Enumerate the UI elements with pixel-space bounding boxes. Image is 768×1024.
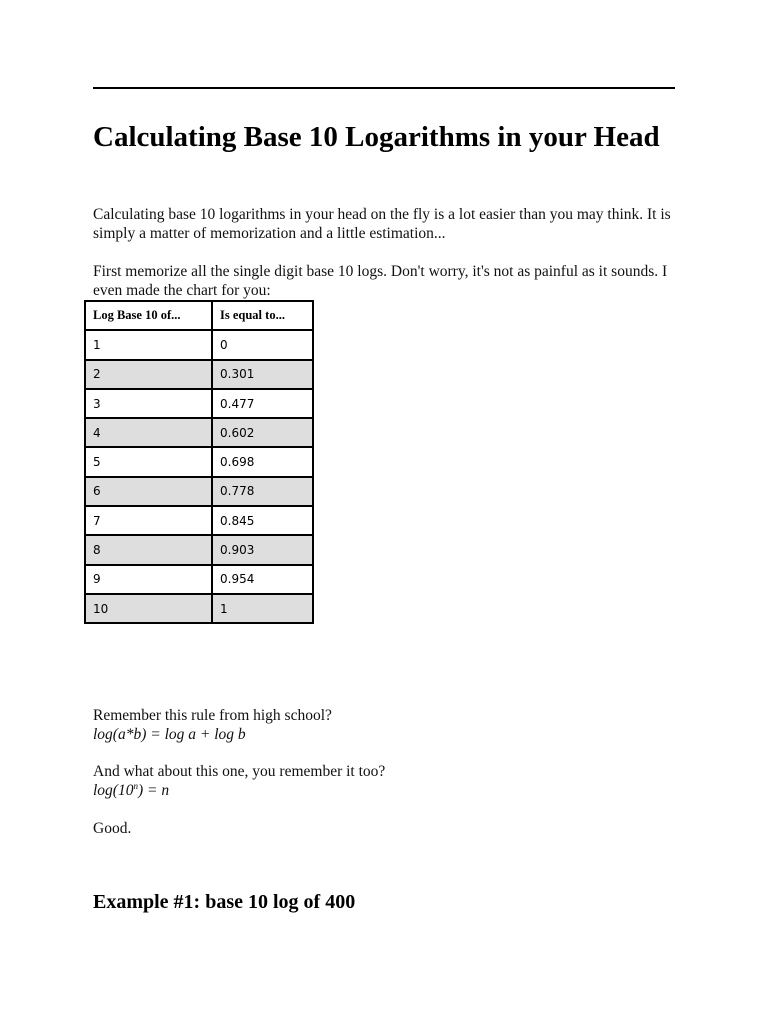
good-text: Good. <box>93 820 132 837</box>
table-cell-log: 0.301 <box>212 360 313 389</box>
rule1-formula: log(a*b) = log a + log b <box>93 726 246 743</box>
table-cell-number: 2 <box>85 360 212 389</box>
table-cell-log: 0.903 <box>212 535 313 564</box>
table-cell-log: 0.602 <box>212 418 313 447</box>
table-row <box>85 506 313 535</box>
table-cell-number: 1 <box>85 330 212 359</box>
horizontal-rule <box>93 87 675 89</box>
rule2-formula-prefix: log(10 <box>93 782 134 799</box>
table-cell-log: 0.477 <box>212 389 313 418</box>
rule2-formula <box>93 781 169 800</box>
intro-paragraph: Calculating base 10 logarithms in your head on the fly is a lot easier than you may think. It is simply a matter of memorization and a little estimation... <box>93 206 671 242</box>
table-cell-log: 0.954 <box>212 565 313 594</box>
table-row <box>85 330 313 359</box>
table-cell-number: 5 <box>85 447 212 476</box>
column-header-log-base: Log Base 10 of... <box>85 301 212 330</box>
table-cell-number: 9 <box>85 565 212 594</box>
table-cell-log: 0 <box>212 330 313 359</box>
log-table <box>84 300 314 624</box>
table-row <box>85 477 313 506</box>
rule2-question: And what about this one, you remember it too? <box>93 763 386 780</box>
table-row <box>85 447 313 476</box>
rule2-formula-exponent: n <box>133 780 138 791</box>
column-header-equal: Is equal to... <box>212 301 313 330</box>
table-cell-number: 3 <box>85 389 212 418</box>
table-cell-log: 0.778 <box>212 477 313 506</box>
table-row <box>85 360 313 389</box>
table-header-row <box>85 301 313 330</box>
table-row <box>85 594 313 623</box>
table-cell-number: 4 <box>85 418 212 447</box>
table-cell-number: 10 <box>85 594 212 623</box>
rule1-question: Remember this rule from high school? <box>93 707 332 724</box>
memorize-paragraph: First memorize all the single digit base 10 logs. Don't worry, it's not as painful as it sounds. I even made the chart for you: <box>93 263 668 299</box>
page-title: Calculating Base 10 Logarithms in your Head <box>93 121 660 153</box>
table-row <box>85 389 313 418</box>
table-cell-log: 1 <box>212 594 313 623</box>
table-cell-number: 8 <box>85 535 212 564</box>
rule2-formula-suffix: ) = n <box>137 782 170 799</box>
table-cell-log: 0.845 <box>212 506 313 535</box>
table-cell-log: 0.698 <box>212 447 313 476</box>
table-cell-number: 7 <box>85 506 212 535</box>
table-cell-number: 6 <box>85 477 212 506</box>
table-row <box>85 535 313 564</box>
table-row <box>85 418 313 447</box>
table-row <box>85 565 313 594</box>
example-heading: Example #1: base 10 log of 400 <box>93 891 356 913</box>
